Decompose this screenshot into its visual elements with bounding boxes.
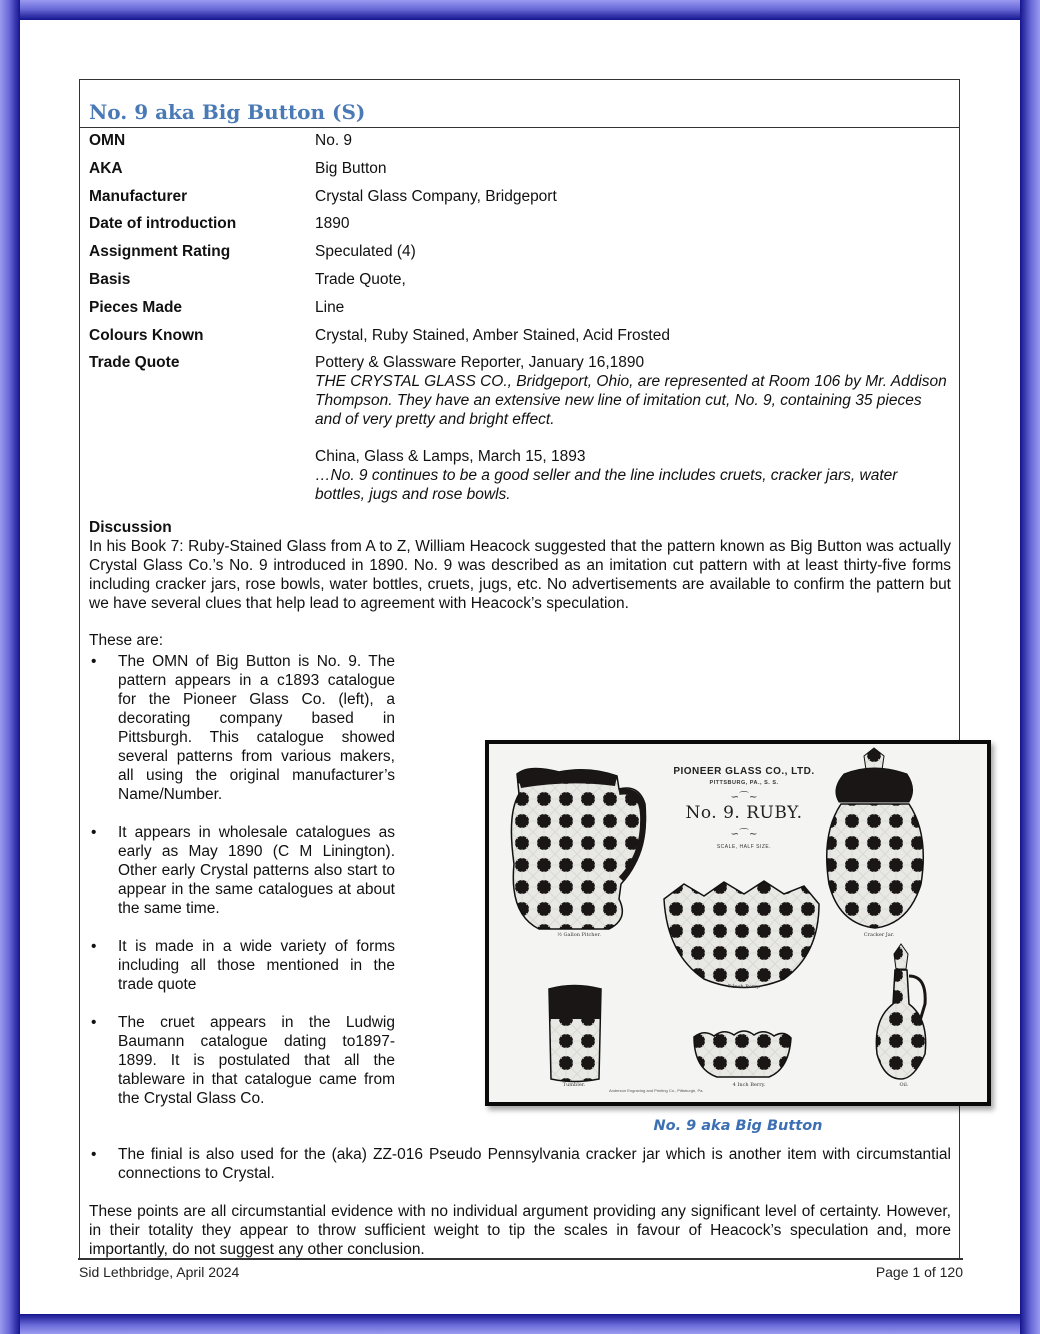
quote-source: Pottery & Glassware Reporter, January 16,1890 — [315, 354, 645, 372]
prop-label: Date of introduction — [89, 215, 237, 233]
prop-row-colours — [89, 326, 949, 345]
footer-author: Sid Lethbridge, April 2024 — [79, 1264, 240, 1280]
catalogue-company: PIONEER GLASS CO., LTD. — [673, 766, 815, 777]
closing-paragraph: These points are all circumstantial evidence with no individual argument providing any significant level of certainty. However, in their totality they appear to throw sufficient weight to tip the scales in favour of Heacock’s speculation and, more importantly, do not suggest any other conclusion. — [89, 1203, 951, 1258]
prop-label: OMN — [89, 132, 126, 149]
prop-row-pieces — [89, 298, 949, 317]
list-item — [89, 1013, 395, 1108]
catalogue-title: No. 9. RUBY. — [685, 803, 803, 823]
footer-divider — [78, 1258, 963, 1260]
prop-value: Line — [315, 298, 345, 316]
trade-quotes — [315, 353, 949, 504]
frame-bevel-top — [0, 0, 1040, 20]
figure-caption: No. 9 aka Big Button — [653, 1118, 823, 1134]
prop-value: Crystal, Ruby Stained, Amber Stained, Acid Frosted — [315, 326, 670, 344]
list-item — [89, 1145, 951, 1183]
list-item — [89, 823, 395, 918]
frame-bevel-bottom — [0, 1314, 1040, 1334]
prop-row-date — [89, 214, 949, 233]
prop-value: Speculated (4) — [315, 243, 416, 261]
pattern-entry-box — [79, 79, 960, 1259]
prop-value: 1890 — [315, 215, 350, 233]
prop-value: Trade Quote, — [315, 270, 406, 288]
prop-row-manufacturer — [89, 187, 949, 206]
quote-text: THE CRYSTAL GLASS CO., Bridgeport, Ohio, are represented at Room 106 by Mr. Addison Thompson. They have an extensive new line of imitation cut, No. 9, containing 35 pieces and of very pretty and bright effect. — [315, 373, 947, 429]
frame-bevel-right — [1020, 0, 1040, 1334]
label-7-inch-berry: 7 Inch Berry. — [727, 984, 761, 990]
bullet-icon: • — [91, 824, 97, 841]
document-page — [20, 20, 1020, 1314]
label-pitcher: ½ Gallon Pitcher. — [557, 932, 601, 938]
properties-table — [89, 129, 949, 504]
prop-row-rating — [89, 242, 949, 261]
title-bar — [80, 80, 959, 128]
label-tumbler: Tumbler. — [562, 1082, 586, 1088]
prop-value: Crystal Glass Company, Bridgeport — [315, 187, 557, 205]
prop-row-omn — [89, 131, 949, 150]
page-title: No. 9 aka Big Button (S) — [89, 100, 366, 124]
bullet-text: It is made in a wide variety of forms including all those mentioned in the trade quote — [118, 938, 395, 993]
label-4-inch-berry: 4 Inch Berry. — [732, 1082, 766, 1088]
catalogue-image — [485, 740, 991, 1106]
list-item — [89, 937, 395, 994]
prop-value: Big Button — [315, 159, 387, 177]
discussion-heading: Discussion — [89, 519, 172, 536]
discussion-section — [89, 518, 951, 650]
discussion-body: In his Book 7: Ruby-Stained Glass from A to Z, William Heacock suggested that the pattern known as Big Button was actually Crystal Glass Co.’s No. 9 introduced in 1890. No. 9 was described as an imitation cut pattern with at least thirty-five forms including cracker jars, rose bowls, water bottles, cruets, jugs, etc. No advertisements are available to confirm the pattern but we have several clues that help lead to agreement with Heacock’s speculation. — [89, 538, 951, 612]
label-oil: Oil. — [899, 1082, 909, 1088]
bullet-icon: • — [91, 1014, 97, 1031]
catalogue-scale: SCALE, HALF SIZE. — [716, 844, 772, 850]
frame-bevel-left — [0, 0, 20, 1334]
evidence-list-continued — [89, 1145, 951, 1183]
bullet-text: The finial is also used for the (aka) ZZ-016 Pseudo Pennsylvania cracker jar which is another item with circumstantial connections to Crystal. — [118, 1146, 951, 1182]
prop-label: Colours Known — [89, 326, 204, 344]
prop-row-aka — [89, 159, 949, 178]
prop-label: Pieces Made — [89, 298, 183, 316]
bullet-text: The OMN of Big Button is No. 9. The pattern appears in a c1893 catalogue for the Pioneer Glass Co. (left), a decorating company based in Pittsburgh. This catalogue showed several patterns from various makers, all using the original manufacturer’s Name/Number. — [118, 653, 395, 803]
catalogue-city: PITTSBURG, PA., S. S. — [709, 780, 779, 786]
bullet-icon: • — [91, 938, 97, 955]
these-are-label: These are: — [89, 632, 164, 649]
prop-row-basis — [89, 270, 949, 289]
catalogue-credit: Anderson Engraving and Printing Co., Pittsburgh, Pa. — [609, 1088, 704, 1093]
catalogue-header — [659, 766, 829, 850]
evidence-list — [89, 652, 395, 1108]
ornament-icon: ∽⌒∼ — [730, 792, 758, 803]
footer-page-number: Page 1 of 120 — [875, 1264, 963, 1280]
quote-text: …No. 9 continues to be a good seller and the line includes cruets, cracker jars, water bottles, jugs and rose bowls. — [315, 467, 898, 504]
bullet-icon: • — [91, 1146, 97, 1163]
list-item — [89, 652, 395, 804]
prop-label: Assignment Rating — [89, 243, 231, 261]
ornament-icon: ∽⌒∼ — [730, 829, 758, 840]
prop-label: Basis — [89, 270, 131, 288]
prop-row-trade-quote — [89, 353, 949, 504]
prop-label: AKA — [89, 159, 123, 177]
quote-source: China, Glass & Lamps, March 15, 1893 — [315, 448, 586, 466]
bullet-text: The cruet appears in the Ludwig Baumann catalogue dating to1897-1899. It is postulated that all the tableware in that catalogue came from the Crystal Glass Co. — [118, 1014, 395, 1107]
prop-label: Manufacturer — [89, 187, 188, 205]
bullet-icon: • — [91, 653, 97, 670]
prop-label: Trade Quote — [89, 354, 180, 372]
label-cracker-jar: Cracker Jar. — [863, 932, 895, 938]
bullet-text: It appears in wholesale catalogues as early as May 1890 (C M Linington). Other early Crystal patterns also start to appear in the same catalogues at about the same time. — [118, 824, 395, 917]
prop-value: No. 9 — [315, 132, 353, 149]
